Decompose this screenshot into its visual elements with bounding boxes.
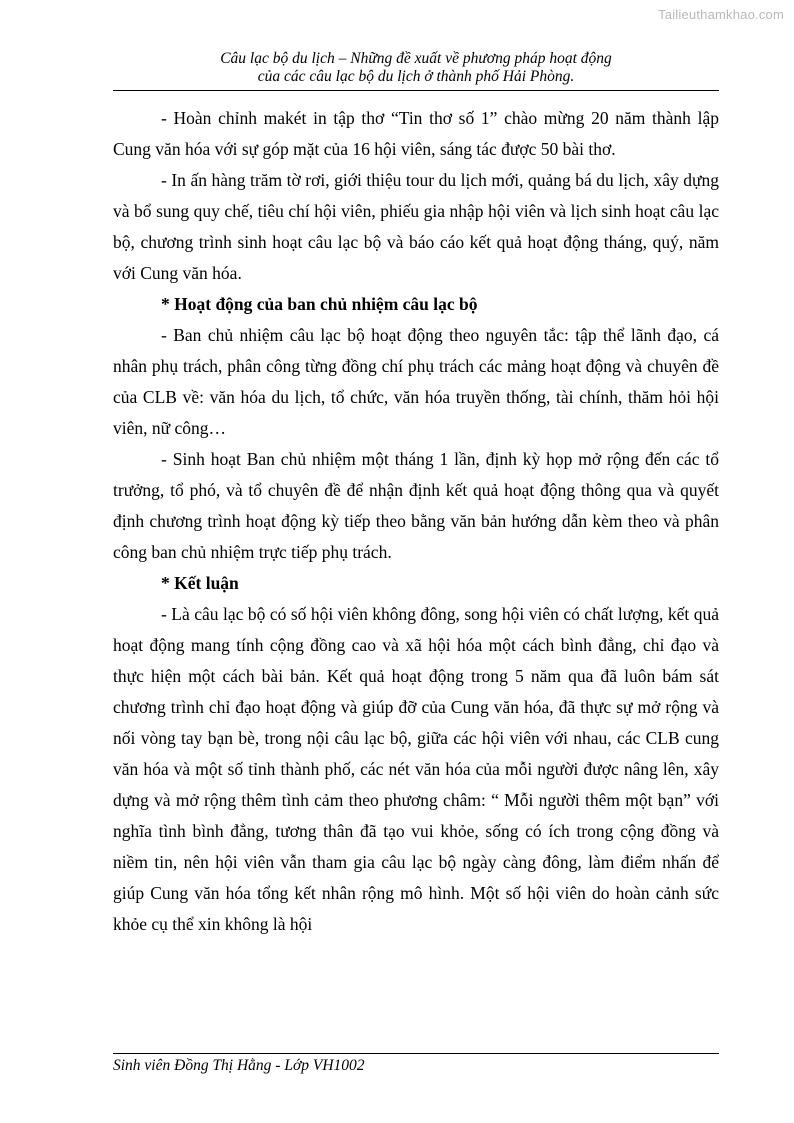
- paragraph-3: - Ban chủ nhiệm câu lạc bộ hoạt động theo nguyên tắc: tập thể lãnh đạo, cá nhân phụ trách, phân công từng đồng chí phụ trách các mảng hoạt động và chuyên đề của CLB về: văn hóa du lịch, tổ chức, văn hóa truyền thống, tài chính, thăm hỏi hội viên, nữ công…: [113, 325, 719, 438]
- section-heading-board-activities: * Hoạt động của ban chủ nhiệm câu lạc bộ: [161, 294, 478, 314]
- watermark-text: Tailieuthamkhao.com: [658, 7, 784, 22]
- page-header: [113, 50, 719, 86]
- paragraph-4: - Sinh hoạt Ban chủ nhiệm một tháng 1 lần, định kỳ họp mở rộng đến các tổ trưởng, tổ phó, và tổ chuyên đề để nhận định kết quả hoạt động thông qua và quyết định chương trình hoạt động kỳ tiếp theo bằng văn bản hướng dẫn kèm theo và phân công ban chủ nhiệm trực tiếp phụ trách.: [113, 449, 719, 562]
- footer-divider: [113, 1053, 719, 1054]
- page-footer: Sinh viên Đồng Thị Hằng - Lớp VH1002: [113, 1057, 365, 1074]
- document-body: [113, 103, 719, 940]
- header-line-1: Câu lạc bộ du lịch – Những đề xuất về phương pháp hoạt động: [220, 50, 612, 67]
- paragraph-5: - Là câu lạc bộ có số hội viên không đông, song hội viên có chất lượng, kết quả hoạt động mang tính cộng đồng cao và xã hội hóa một cách bình đẳng, chỉ đạo và thực hiện một cách bài bản. Kết quả hoạt động trong 5 năm qua đã luôn bám sát chương trình chỉ đạo hoạt động và giúp đỡ của Cung văn hóa, đã thực sự mở rộng và nối vòng tay bạn bè, trong nội câu lạc bộ, giữa các hội viên với nhau, các CLB cung văn hóa và một số tỉnh thành phố, các nét văn hóa của mỗi người được nâng lên, xây dựng và mở rộng thêm tình cảm theo phương châm: “ Mỗi người thêm một bạn” với nghĩa tình bình đẳng, tương thân đã tạo vui khỏe, sống có ích trong cộng đồng và niềm tin, nên hội viên vẫn tham gia câu lạc bộ ngày càng đông, làm điểm nhấn để giúp Cung văn hóa tổng kết nhân rộng mô hình. Một số hội viên do hoàn cảnh sức khỏe cụ thể xin không là hội: [113, 604, 719, 934]
- paragraph-1: - Hoàn chỉnh makét in tập thơ “Tin thơ số 1” chào mừng 20 năm thành lập Cung văn hóa với sự góp mặt của 16 hội viên, sáng tác được 50 bài thơ.: [113, 108, 719, 159]
- header-divider: [113, 90, 719, 91]
- paragraph-2: - In ấn hàng trăm tờ rơi, giới thiệu tour du lịch mới, quảng bá du lịch, xây dựng và bổ sung quy chế, tiêu chí hội viên, phiếu gia nhập hội viên và lịch sinh hoạt câu lạc bộ, chương trình sinh hoạt câu lạc bộ và báo cáo kết quả hoạt động tháng, quý, năm với Cung văn hóa.: [113, 170, 719, 283]
- header-line-2: của các câu lạc bộ du lịch ở thành phố Hải Phòng.: [257, 68, 575, 85]
- section-heading-conclusion: * Kết luận: [161, 573, 239, 593]
